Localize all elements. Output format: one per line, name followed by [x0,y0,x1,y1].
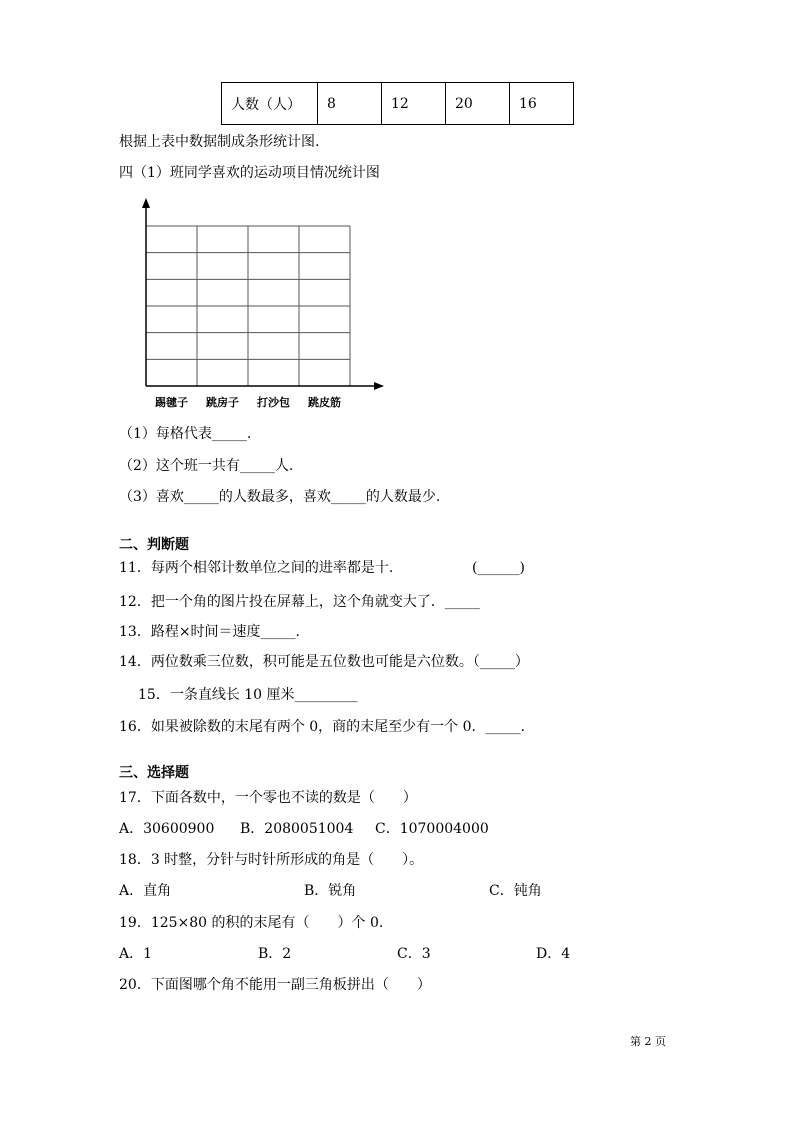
question-20: 20．下面图哪个角不能用一副三角板拼出（ ） [119,977,431,993]
section-2-title: 二、判断题 [119,537,189,553]
value-cell: 12 [382,83,446,125]
question-13: 13．路程×时间＝速度_____. [119,624,300,640]
question-17: 17．下面各数中，一个零也不读的数是（ ） [119,790,417,806]
value-cell: 20 [446,83,510,125]
q18-option-c: C．钝角 [489,883,542,899]
category-label: 打沙包 [257,396,290,409]
subquestion-3: （3）喜欢_____的人数最多，喜欢_____的人数最少. [119,489,441,505]
bar-chart-grid [130,196,390,416]
q17-option-b: B．2080051004 [240,821,354,837]
value-cell: 16 [510,83,574,125]
question-18: 18．3 时整，分针与时针所形成的角是（ ）。 [119,852,424,868]
page-number: 第 2 页 [630,1035,666,1048]
q17-option-a: A．30600900 [119,821,215,837]
subquestion-2: （2）这个班一共有_____人. [119,458,294,474]
subquestion-1: （1）每格代表_____. [119,426,252,442]
q19-option-a: A．1 [119,946,153,962]
x-axis-arrow-icon [374,382,384,390]
question-11: 11．每两个相邻计数单位之间的进率都是十. [119,560,394,576]
q18-option-a: A．直角 [119,883,172,899]
q19-option-b: B．2 [258,946,292,962]
category-label: 跳房子 [206,396,239,409]
data-table [221,82,574,125]
q18-option-b: B．锐角 [304,883,357,899]
question-15: 15．一条直线长 10 厘米_________ [138,687,358,703]
y-axis-arrow-icon [142,198,150,208]
value-cell: 8 [318,83,382,125]
question-19: 19．125×80 的积的末尾有（ ）个 0. [119,915,384,931]
question-16: 16．如果被除数的末尾有两个 0，商的末尾至少有一个 0．_____. [119,719,525,735]
chart-title: 四（1）班同学喜欢的运动项目情况统计图 [119,165,380,181]
category-label: 踢毽子 [155,396,188,409]
instruction-text: 根据上表中数据制成条形统计图. [119,134,320,150]
question-12: 12．把一个角的图片投在屏幕上，这个角就变大了．_____ [119,594,480,610]
q19-option-d: D．4 [536,946,571,962]
category-labels [155,395,341,409]
q17-option-c: C．1070004000 [375,821,489,837]
row-header-cell: 人数（人） [222,83,318,125]
category-label: 跳皮筋 [308,396,341,409]
question-11-blank: (______) [472,560,525,576]
section-3-title: 三、选择题 [119,765,189,781]
table-row [222,83,574,125]
question-14: 14．两位数乘三位数，积可能是五位数也可能是六位数。（_____） [119,654,529,670]
q19-option-c: C．3 [397,946,431,962]
grid-lines [146,226,350,386]
